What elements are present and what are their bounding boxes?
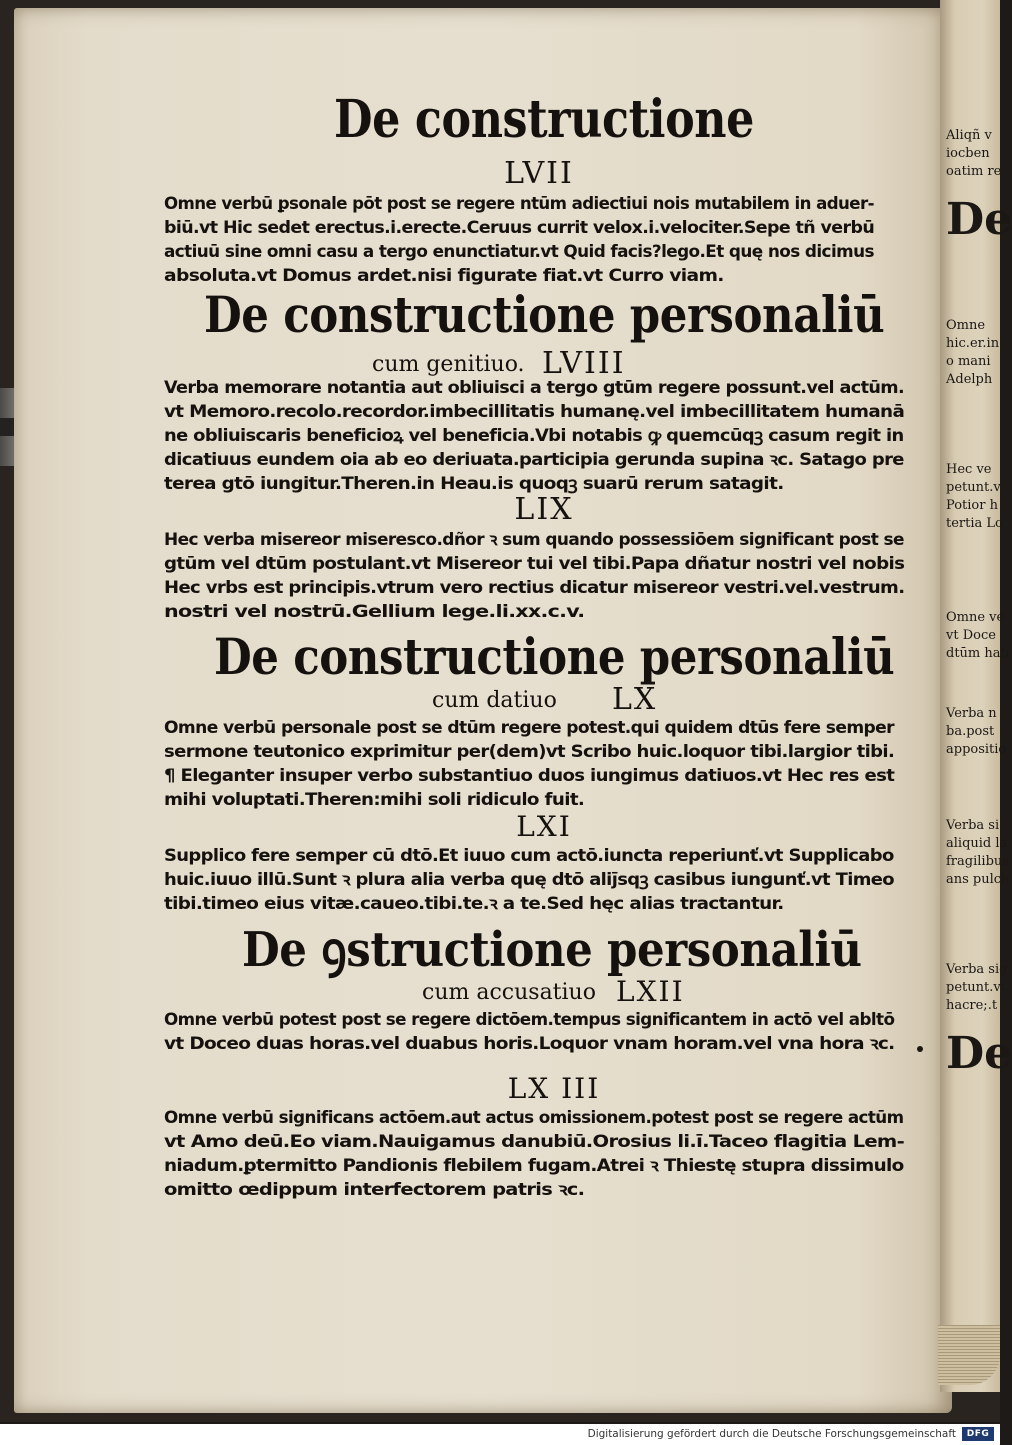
text-line: actiuū sine omni casu a tergo enunctiatur.vt Quid facis?lego.Et quę nos dicimus	[164, 242, 874, 262]
ink-mark	[917, 1046, 923, 1052]
facing-text: petunt.v	[946, 480, 1001, 495]
text-line: Omne verbū ꝑsonale pōt post se regere ntūm adiectiui nois mutabilem in aduer-	[164, 194, 874, 214]
text-line: Supplico fere semper cū dtō.Et iuuo cum actō.iuncta reperiunť.vt Supplicabo	[164, 846, 894, 866]
text-line: dicatiuus eundem oia ab eo deriuata.participia gerunda supina ꝛc. Satago pre	[164, 450, 904, 470]
facing-text: Omne ve	[946, 610, 1005, 625]
section-paragraph	[164, 376, 905, 496]
text-line: Hec vrbs est principis.vtrum vero rectius dicatur misereor vestri.vel.vestrum.	[164, 578, 905, 598]
facing-page	[940, 0, 1012, 1392]
section-number: LX III	[507, 1072, 601, 1105]
text-line: vt Memoro.recolo.recordor.imbecillitatis humanę.vel imbecillitatem humanā	[164, 402, 905, 422]
section-paragraph	[164, 1106, 915, 1202]
text-line: tibi.timeo eius vitæ.caueo.tibi.te.ꝛ a te.Sed hęc alias tractantur.	[164, 894, 784, 914]
facing-text: hacre;.t	[946, 998, 998, 1013]
text-line: ¶ Eleganter insuper verbo substantiuo duos iungimus datiuos.vt Hec res est	[164, 766, 895, 786]
facing-text: dtūm hab	[946, 646, 1009, 661]
text-line: Verba memorare notantia aut obliuisci a tergo gtūm regere possunt.vel actūm.	[164, 378, 905, 398]
section-number: LIX	[514, 492, 574, 527]
footer-bar	[0, 1424, 1000, 1445]
facing-text: fragilibus	[946, 854, 1009, 869]
text-line: vt Amo deū.Eo viam.Nauigamus danubiū.Orosius li.ī.Taceo flagitia Lem-	[164, 1132, 904, 1152]
section-number: LX	[612, 682, 658, 717]
section-paragraph	[164, 716, 895, 812]
section-heading: De ꝯstructione personaliū	[242, 922, 862, 978]
text-line: omitto œdippum interfectorem patris ꝛc.	[164, 1180, 585, 1200]
facing-text: Potior h	[946, 498, 998, 513]
facing-text: Verba n	[946, 706, 997, 721]
facing-heading: De	[946, 194, 1012, 245]
facing-text: Omne	[946, 318, 986, 333]
facing-text: aliquid la	[946, 836, 1008, 851]
text-line: absoluta.vt Domus ardet.nisi figurate fiat.vt Curro viam.	[164, 266, 724, 286]
facing-text: ans pulch	[946, 872, 1010, 887]
facing-text: ba.post	[946, 724, 995, 739]
facing-text: o mani	[946, 354, 991, 369]
facing-heading: De	[946, 1028, 1012, 1079]
dfg-logo: DFG	[962, 1427, 994, 1441]
text-line: niadum.ꝑtermitto Pandionis flebilem fugam.Atrei ꝛ Thiestę stupra dissimulo	[164, 1156, 904, 1176]
facing-text: iocben	[946, 146, 990, 161]
section-paragraph	[164, 844, 894, 916]
section-subheading: cum datiuo	[432, 688, 557, 713]
facing-text: hic.er.in	[946, 336, 1000, 351]
facing-text: oatim re	[946, 164, 1002, 179]
section-subheading: cum genitiuo.	[372, 352, 525, 377]
text-line: terea gtō iungitur.Theren.in Heau.is quoqꝫ suarū rerum satagit.	[164, 474, 784, 494]
section-number: LVIII	[542, 346, 626, 381]
text-line: huic.iuuo illū.Sunt ꝛ plura alia verba quę dtō aliȷ̄sqꝫ casibus iungunť.vt Timeo	[164, 870, 894, 890]
text-line: nostri vel nostrū.Gellium lege.li.xx.c.v.	[164, 602, 585, 622]
text-line: ne obliuiscaris beneficioꝝ vel beneficia.Vbi notabis ꝙ quemcūqꝫ casum regit in	[164, 426, 904, 446]
facing-text: Adelph	[946, 372, 993, 387]
text-line: vt Doceo duas horas.vel duabus horis.Loquor vnam horam.vel vna hora ꝛc.	[164, 1034, 895, 1054]
facing-text: vt Doce	[946, 628, 996, 643]
section-heading: De constructione personaliū	[214, 627, 895, 686]
section-paragraph	[164, 528, 907, 624]
facing-text: Aliqñ v	[946, 128, 992, 143]
text-line: Omne verbū personale post se dtūm regere potest.qui quidem dtūs fere semper	[164, 718, 894, 738]
section-number: LVII	[504, 156, 574, 191]
facing-text: Verba sig	[946, 962, 1008, 977]
text-line: Hec verba misereor miseresco.dñor ꝛ sum quando possessiōem significant post se	[164, 530, 904, 550]
section-paragraph	[164, 192, 890, 288]
section-heading: De constructione	[334, 89, 754, 150]
main-page	[14, 8, 952, 1413]
section-paragraph	[164, 1008, 904, 1056]
section-number: LXI	[516, 810, 572, 843]
section-subheading: cum accusatiuo	[422, 980, 596, 1005]
facing-text: petunt.vt	[946, 980, 1006, 995]
section-number: LXII	[616, 975, 685, 1008]
footer-credit: Digitalisierung gefördert durch die Deutsche Forschungsgemeinschaft	[587, 1428, 956, 1440]
facing-text: Verba si	[946, 818, 1000, 833]
facing-text: tertia Lo	[946, 516, 1003, 531]
text-line: sermone teutonico exprimitur per(dem)vt Scribo huic.loquor tibi.largior tibi.	[164, 742, 895, 762]
text-line: mihi voluptati.Theren:mihi soli ridiculo fuit.	[164, 790, 585, 810]
facing-text: appositio	[946, 742, 1007, 757]
text-line: biū.vt Hic sedet erectus.i.erecte.Ceruus currit velox.i.velociter.Sepe tñ verbū	[164, 218, 875, 238]
facing-text: Hec ve	[946, 462, 992, 477]
section-heading: De constructione personaliū	[204, 285, 885, 344]
page-edges	[938, 1325, 1000, 1385]
text-line: gtūm vel dtūm postulant.vt Misereor tui vel tibi.Papa dñatur nostri vel nobis	[164, 554, 905, 574]
text-line: Omne verbū significans actōem.aut actus omissionem.potest post se regere actūm	[164, 1108, 904, 1128]
text-line: Omne verbū potest post se regere dictōem.tempus significantem in actō vel abltō	[164, 1010, 895, 1030]
